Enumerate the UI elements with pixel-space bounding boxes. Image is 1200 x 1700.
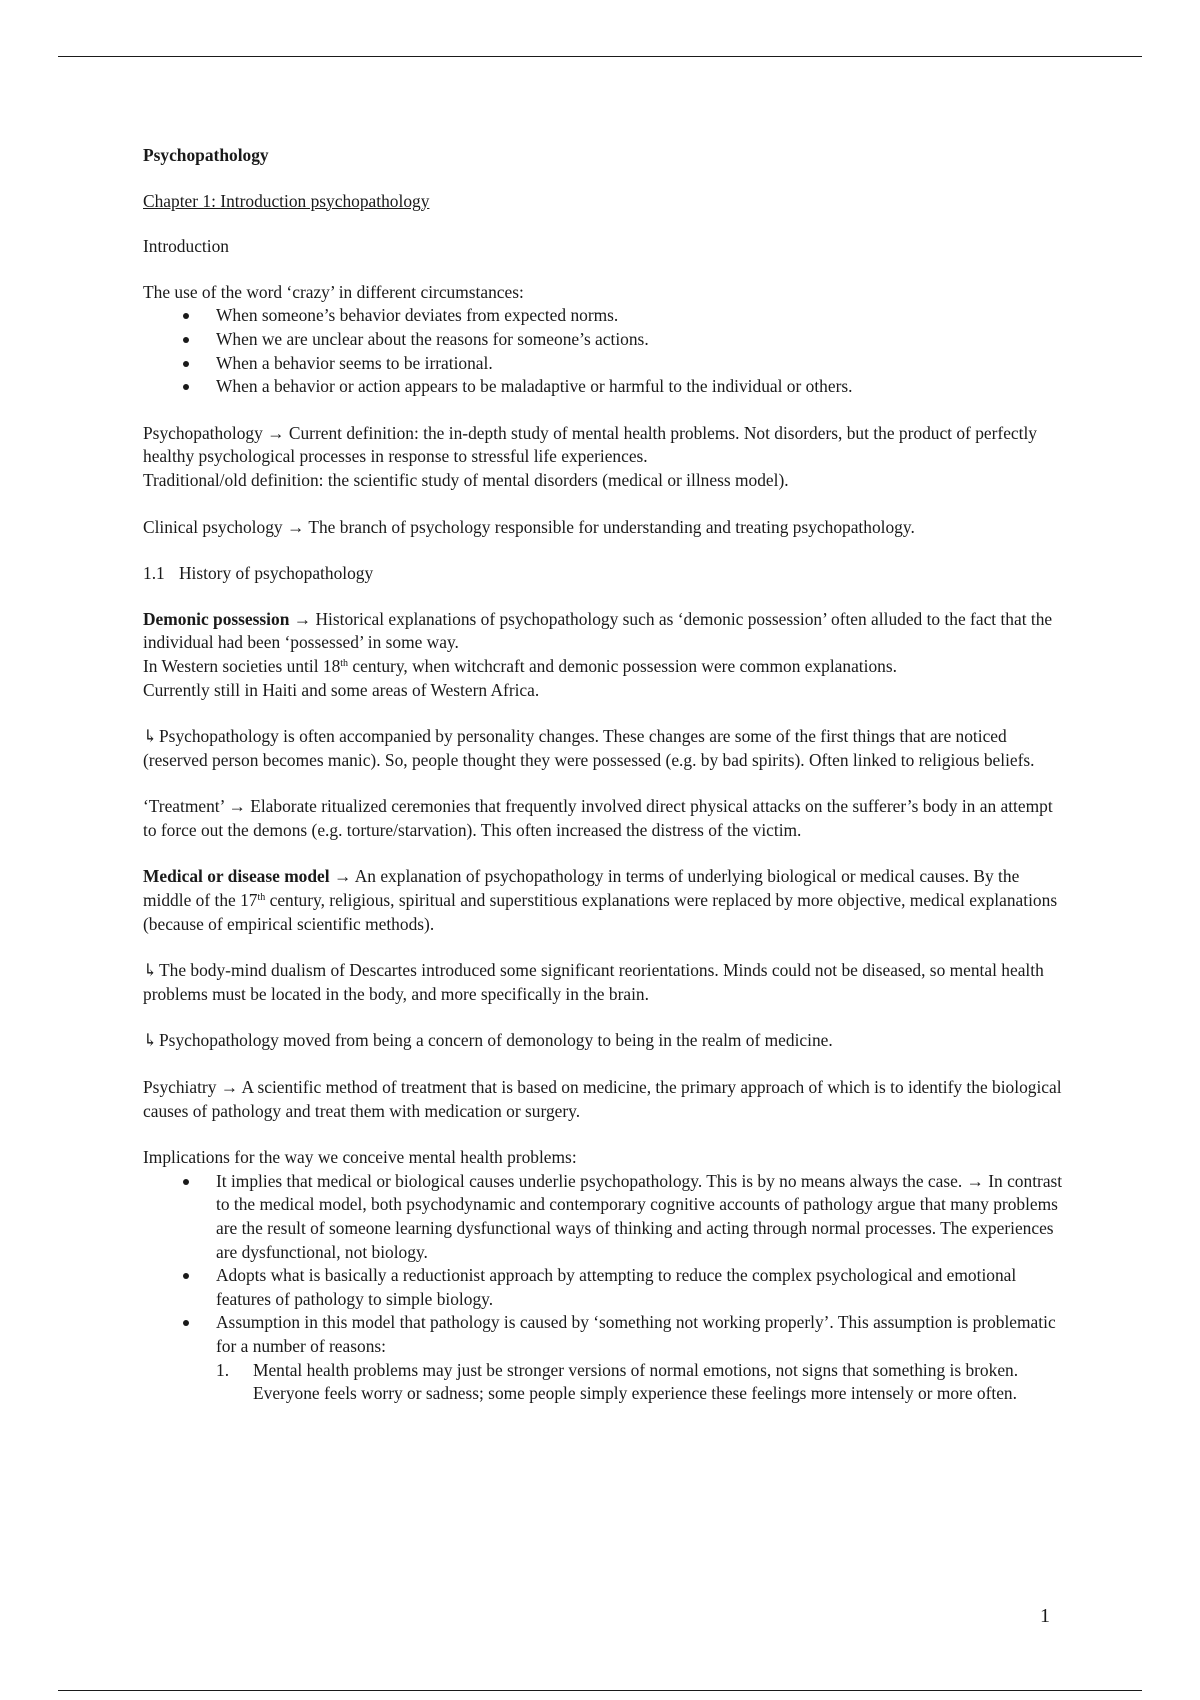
medical-model-paragraph <box>143 865 1063 936</box>
demonic-text: → Historical explanations of psychopathology such as ‘demonic possession’ often alluded to the fact that the individual had been ‘possessed’ in some way. <box>143 608 1053 653</box>
ordinal-suffix: th <box>257 892 266 904</box>
demonic-line-3: Currently still in Haiti and some areas of Western Africa. <box>143 679 540 700</box>
list-item: Adopts what is basically a reductionist approach by attempting to reduce the complex psychological and emotional features of pathology to simple biology. <box>143 1264 1063 1311</box>
personality-changes-text: Psychopathology is often accompanied by personality changes. These changes are some of the first things that are noticed (reserved person becomes manic). So, people thought they were possessed (e.g. by bad spirits). Often linked to religious beliefs. <box>143 726 1035 770</box>
personality-changes-paragraph <box>143 725 1063 772</box>
document-page <box>143 144 1063 1406</box>
section-heading <box>143 562 1063 586</box>
crazy-section <box>143 281 1063 399</box>
medical-text-before: → An explanation of psychopathology in terms of underlying biological or medical causes. By the middle of the 17 <box>143 866 1020 911</box>
reason-text: Mental health problems may just be stronger versions of normal emotions, not signs that something is broken. Everyone feels worry or sadness; some people simply experience these feelings more intensely or more often. <box>253 1359 1019 1404</box>
demonic-line2-before: In Western societies until 18 <box>143 655 341 676</box>
reasons-list <box>216 1359 1063 1406</box>
treatment-paragraph: ‘Treatment’ → Elaborate ritualized ceremonies that frequently involved direct physical attacks on the sufferer’s body in an attempt to force out the demons (e.g. torture/starvation). This often increased the distress of the victim. <box>143 796 1053 840</box>
psychopathology-definition <box>143 422 1063 493</box>
list-item <box>143 1311 1063 1405</box>
medical-text-after: century, religious, spiritual and superstitious explanations were replaced by more objective, medical explanations (because of empirical scientific methods). <box>143 890 1058 934</box>
medical-term: Medical or disease model <box>143 866 330 887</box>
crazy-intro: The use of the word ‘crazy’ in different circumstances: <box>143 281 524 302</box>
list-item <box>216 1359 1063 1406</box>
sub-arrow-icon: ↳ <box>143 726 158 747</box>
traditional-definition: Traditional/old definition: the scientific study of mental disorders (medical or illness model). <box>143 469 789 490</box>
list-item: When we are unclear about the reasons for someone’s actions. <box>143 328 1063 352</box>
demonic-term: Demonic possession <box>143 608 290 629</box>
clinical-psychology-paragraph: Clinical psychology → The branch of psychology responsible for understanding and treating psychopathology. <box>143 516 915 537</box>
implications-intro: Implications for the way we conceive mental health problems: <box>143 1147 577 1168</box>
implications-list <box>143 1170 1063 1406</box>
page-number: 1 <box>1040 1605 1050 1627</box>
descartes-text: The body-mind dualism of Descartes introduced some significant reorientations. Minds could not be diseased, so mental health problems must be located in the body, and more specifically in the brain. <box>143 960 1044 1004</box>
ordinal-suffix: th <box>340 657 349 669</box>
crazy-bullet-list <box>143 304 1063 398</box>
demonology-paragraph <box>143 1029 1063 1053</box>
bottom-rule <box>58 1690 1142 1691</box>
top-rule <box>58 56 1142 57</box>
implications-section <box>143 1146 1063 1406</box>
list-item: When a behavior or action appears to be maladaptive or harmful to the individual or others. <box>143 375 1063 399</box>
list-number: 1. <box>216 1359 230 1380</box>
section-number: 1.1 <box>143 563 165 584</box>
sub-arrow-icon: ↳ <box>143 960 158 981</box>
list-item: It implies that medical or biological causes underlie psychopathology. This is by no means always the case. → In contrast to the medical model, both psychodynamic and contemporary cognitive accounts of pathology argue that many problems are the result of someone learning dysfunctional ways of thinking and acting through normal processes. The experiences are dysfunctional, not biology. <box>143 1170 1063 1264</box>
implication-text: Assumption in this model that pathology is caused by ‘something not working properly’. This assumption is problematic for a number of reasons: <box>216 1312 1056 1356</box>
demonic-line2-after: century, when witchcraft and demonic possession were common explanations. <box>348 655 897 676</box>
list-item: When a behavior seems to be irrational. <box>143 352 1063 376</box>
sub-arrow-icon: ↳ <box>143 1030 158 1051</box>
psychiatry-paragraph: Psychiatry → A scientific method of treatment that is based on medicine, the primary approach of which is to identify the biological causes of pathology and treat them with medication or surgery. <box>143 1077 1062 1121</box>
demonic-possession-paragraph <box>143 608 1063 702</box>
demonic-line-1 <box>143 608 1063 655</box>
demonic-line-2 <box>143 655 1063 679</box>
chapter-heading: Chapter 1: Introduction psychopathology <box>143 190 430 211</box>
current-definition: Psychopathology → Current definition: the in-depth study of mental health problems. Not disorders, but the product of perfectly healthy psychological processes in response to stressful life experiences. <box>143 422 1037 467</box>
demonology-text: Psychopathology moved from being a concern of demonology to being in the realm of medicine. <box>159 1030 833 1051</box>
list-item: When someone’s behavior deviates from expected norms. <box>143 304 1063 328</box>
introduction-heading: Introduction <box>143 236 229 257</box>
document-title: Psychopathology <box>143 145 269 165</box>
descartes-paragraph <box>143 959 1063 1006</box>
section-title: History of psychopathology <box>179 563 374 584</box>
